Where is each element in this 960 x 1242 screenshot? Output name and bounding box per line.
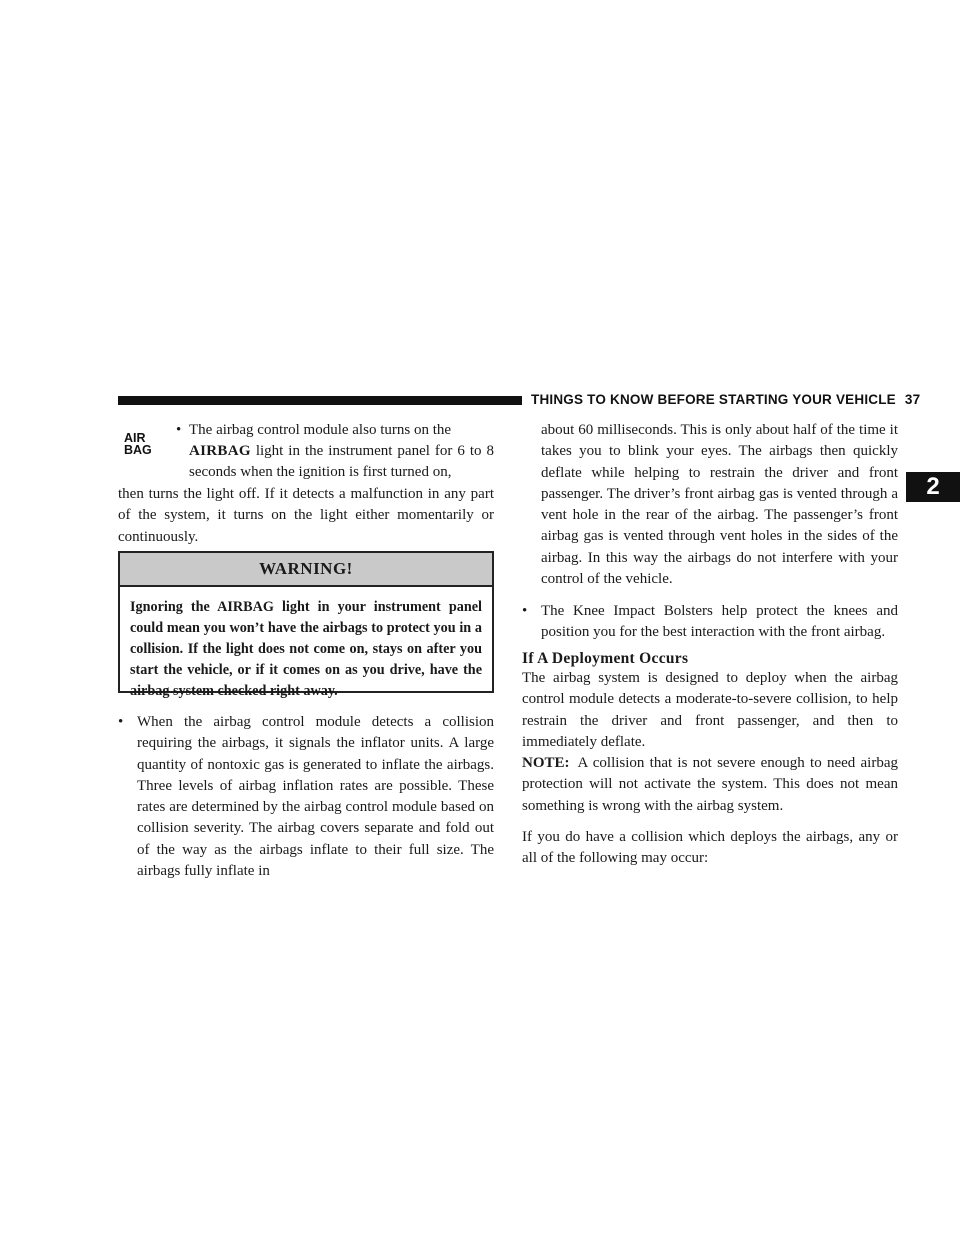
bullet1-wrap bbox=[189, 441, 494, 484]
header-rule bbox=[118, 396, 522, 405]
airbag-warning-light-icon bbox=[124, 432, 158, 456]
bullet1-continuation: then turns the light off. If it detects a malfunction in any part of the system, it turns on the light either momentarily or continuously. bbox=[118, 486, 494, 545]
paragraph-deploy: The airbag system is designed to deploy when the airbag control module detects a moderate-to-severe collision, to help restrain the driver and front passenger, and then to immediately deflate. bbox=[522, 670, 898, 750]
warning-title: WARNING! bbox=[120, 553, 492, 587]
note-label: NOTE: bbox=[522, 755, 570, 771]
warning-body: Ignoring the AIRBAG light in your instrument panel could mean you won’t have the airbags to protect you in a collision. If the light does not come on, stays on after you start the vehicle, or if it comes on as you drive, have the airbag system checked right away. bbox=[130, 599, 482, 699]
bullet-glyph: • bbox=[176, 422, 182, 438]
icon-line-bag: BAG bbox=[124, 443, 152, 457]
warning-box bbox=[118, 551, 494, 699]
chapter-tab: 2 bbox=[906, 472, 960, 502]
bullet1-text-top: light in the instrument panel for 6 to 8 seconds when the ignition is first turned on, bbox=[189, 443, 494, 481]
section-title: THINGS TO KNOW BEFORE STARTING YOUR VEHICLE bbox=[531, 392, 896, 407]
page-number: 37 bbox=[904, 392, 921, 407]
airbag-emphasis: AIRBAG bbox=[189, 443, 251, 459]
note-text: A collision that is not severe enough to need airbag protection will not activate the system. This does not mean something is wrong with the airbag system. bbox=[522, 755, 898, 814]
section-heading: If A Deployment Occurs bbox=[522, 650, 689, 667]
paragraph-following: If you do have a collision which deploys the airbags, any or all of the following may occur: bbox=[522, 829, 898, 867]
icon-line-air: AIR bbox=[124, 431, 146, 445]
bullet-glyph: • bbox=[118, 714, 124, 730]
bullet-glyph: • bbox=[522, 603, 528, 619]
bullet1-intro: • The airbag control module also turns on the bbox=[189, 420, 494, 441]
running-header bbox=[531, 392, 920, 407]
note-paragraph bbox=[522, 753, 898, 817]
bullet2: • When the airbag control module detects a collision requiring the airbags, it signals the inflator units. A large quantity of nontoxic gas is generated to inflate the airbags. Three levels of airbag inflation rates are possible. These rates are determined by the airbag control module based on collision severity. The airbag covers separate and fold out of the way as the airbags inflate to their full size. The airbags fully inflate in bbox=[118, 714, 494, 880]
continuation-paragraph: about 60 milliseconds. This is only about half of the time it takes you to blink your eyes. The airbags then quickly deflate while helping to restrain the driver and front passenger. The driver’s front airbag gas is vented through a vent hole in the rear of the airbag. The passenger’s front airbag gas is vented through vent holes in the sides of the airbag. In this way the airbags do not interfere with your control of the vehicle. bbox=[541, 422, 898, 588]
bullet3: • The Knee Impact Bolsters help protect the knees and position you for the best interaction with the front airbag. bbox=[522, 603, 898, 641]
